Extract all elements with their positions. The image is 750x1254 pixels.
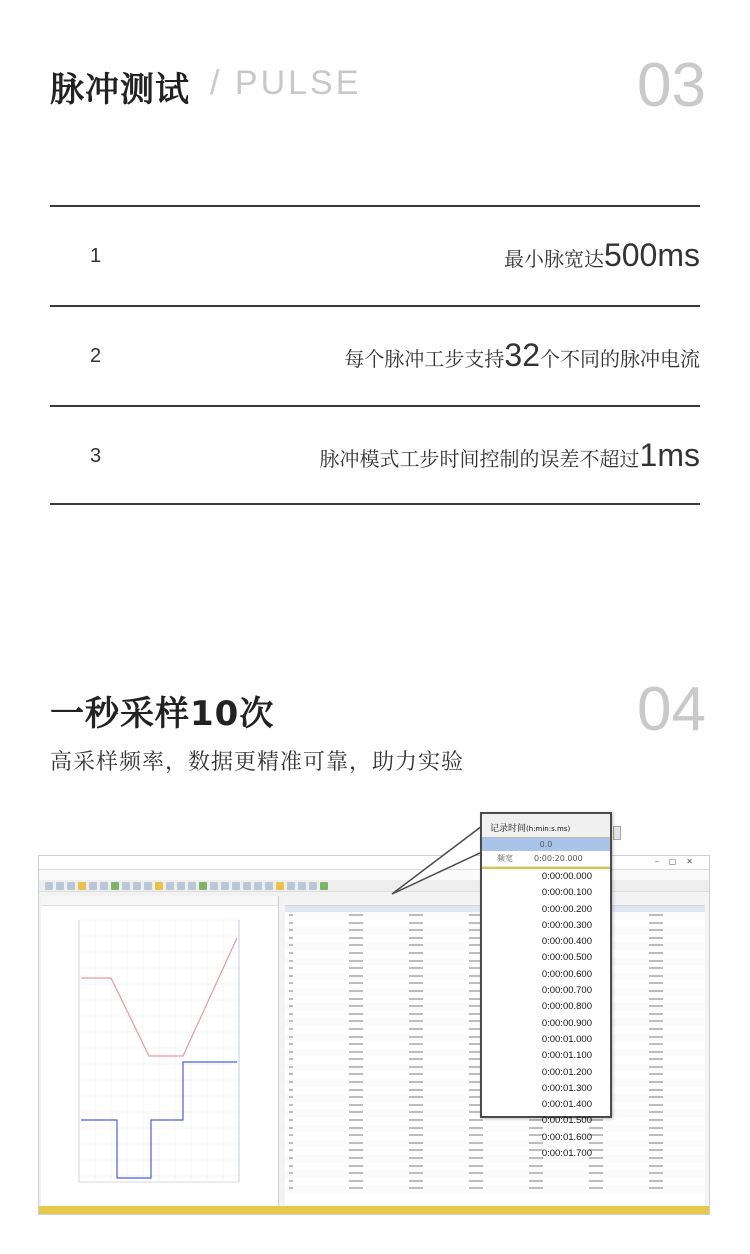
table-cell bbox=[645, 1109, 705, 1117]
table-cell bbox=[405, 1018, 465, 1026]
toolbar-button-icon[interactable] bbox=[199, 882, 207, 890]
table-cell bbox=[345, 1125, 405, 1133]
table-cell bbox=[645, 1117, 705, 1125]
table-row bbox=[285, 1185, 705, 1193]
zoom-tab-edge bbox=[613, 826, 621, 840]
table-cell bbox=[405, 1034, 465, 1042]
zoom-time-row: 0:00:00.900 bbox=[541, 1017, 592, 1029]
toolbar-button-icon[interactable] bbox=[221, 882, 229, 890]
table-cell bbox=[405, 1094, 465, 1102]
table-cell bbox=[285, 1102, 345, 1110]
table-cell bbox=[405, 1155, 465, 1163]
section-number-03: 03 bbox=[637, 51, 706, 120]
table-cell bbox=[285, 1064, 345, 1072]
table-cell bbox=[405, 1117, 465, 1125]
table-cell bbox=[345, 950, 405, 958]
table-cell bbox=[465, 1185, 525, 1193]
zoom-time-row: 0:00:01.400 bbox=[541, 1099, 592, 1111]
table-cell bbox=[405, 935, 465, 943]
table-cell bbox=[645, 1147, 705, 1155]
feature-text: 每个脉冲工步支持32个不同的脉冲电流 bbox=[344, 337, 700, 373]
zoom-time-row: 0:00:01.300 bbox=[541, 1082, 592, 1094]
table-cell bbox=[285, 980, 345, 988]
table-cell bbox=[405, 1041, 465, 1049]
table-cell bbox=[345, 912, 405, 920]
table-cell bbox=[345, 1170, 405, 1178]
table-cell bbox=[405, 1003, 465, 1011]
table-cell bbox=[645, 973, 705, 981]
table-cell bbox=[645, 1094, 705, 1102]
feature-text: 脉冲模式工步时间控制的误差不超过1ms bbox=[319, 437, 700, 473]
bandwidth-value: 0:00:20.000 bbox=[534, 854, 583, 863]
zoom-time-row: 0:00:01.500 bbox=[541, 1115, 592, 1127]
toolbar-button-icon[interactable] bbox=[188, 882, 196, 890]
table-cell bbox=[405, 1140, 465, 1148]
table-cell bbox=[645, 1064, 705, 1072]
table-cell bbox=[405, 1079, 465, 1087]
table-cell bbox=[345, 996, 405, 1004]
table-cell bbox=[585, 1163, 645, 1171]
feature-index: 2 bbox=[90, 345, 102, 367]
zoom-time-row: 0:00:00.100 bbox=[541, 887, 592, 899]
table-cell bbox=[345, 1109, 405, 1117]
table-cell bbox=[285, 1049, 345, 1057]
table-cell bbox=[285, 927, 345, 935]
table-cell bbox=[645, 1132, 705, 1140]
table-cell bbox=[345, 1132, 405, 1140]
table-cell bbox=[645, 996, 705, 1004]
table-cell bbox=[345, 1056, 405, 1064]
table-cell bbox=[345, 1178, 405, 1186]
table-cell bbox=[345, 1094, 405, 1102]
table-cell bbox=[645, 1003, 705, 1011]
table-cell bbox=[285, 1132, 345, 1140]
section-number-04: 04 bbox=[637, 675, 706, 744]
table-cell bbox=[405, 1132, 465, 1140]
toolbar-button-icon[interactable] bbox=[177, 882, 185, 890]
table-cell bbox=[585, 1185, 645, 1193]
table-cell bbox=[345, 927, 405, 935]
table-cell bbox=[285, 1018, 345, 1026]
table-row bbox=[285, 1163, 705, 1171]
table-cell bbox=[405, 942, 465, 950]
table-cell bbox=[285, 935, 345, 943]
table-cell bbox=[405, 1064, 465, 1072]
table-cell bbox=[405, 1049, 465, 1057]
table-cell bbox=[285, 1087, 345, 1095]
table-cell bbox=[345, 1041, 405, 1049]
zoom-time-row: 0:00:00.400 bbox=[541, 936, 592, 948]
zoom-time-row: 0:00:00.800 bbox=[541, 1001, 592, 1013]
chart-tabs bbox=[41, 896, 278, 906]
table-row bbox=[285, 1170, 705, 1178]
table-cell bbox=[645, 1026, 705, 1034]
table-cell bbox=[585, 1170, 645, 1178]
table-cell bbox=[405, 958, 465, 966]
zoom-time-row: 0:00:01.000 bbox=[541, 1033, 592, 1045]
toolbar-button-icon[interactable] bbox=[133, 882, 141, 890]
feature-row bbox=[50, 305, 700, 405]
section-title-pulse: 脉冲测试 bbox=[50, 70, 190, 110]
table-cell bbox=[645, 1079, 705, 1087]
table-cell bbox=[405, 1178, 465, 1186]
toolbar-button-icon[interactable] bbox=[298, 882, 306, 890]
zoom-time-row: 0:00:00.000 bbox=[541, 871, 592, 882]
table-cell bbox=[405, 950, 465, 958]
table-cell bbox=[345, 1185, 405, 1193]
table-cell bbox=[285, 1117, 345, 1125]
table-cell bbox=[285, 1109, 345, 1117]
table-cell bbox=[405, 920, 465, 928]
zoom-filter-value: 0.0 bbox=[482, 838, 610, 851]
feature-row bbox=[50, 205, 700, 305]
zoom-time-row: 0:00:00.300 bbox=[541, 919, 592, 931]
table-cell bbox=[405, 1109, 465, 1117]
table-cell bbox=[285, 996, 345, 1004]
table-cell bbox=[405, 965, 465, 973]
zoom-bandwidth-control bbox=[482, 851, 610, 867]
table-cell bbox=[645, 1125, 705, 1133]
section-description: 高采样频率，数据更精准可靠，助力实验 bbox=[50, 750, 465, 775]
table-cell bbox=[285, 958, 345, 966]
table-cell bbox=[345, 1003, 405, 1011]
toolbar-button-icon[interactable] bbox=[45, 882, 53, 890]
table-cell bbox=[285, 1026, 345, 1034]
table-cell bbox=[585, 1178, 645, 1186]
table-cell bbox=[405, 1102, 465, 1110]
table-cell bbox=[345, 965, 405, 973]
feature-index: 1 bbox=[90, 245, 102, 267]
table-cell bbox=[405, 988, 465, 996]
table-cell bbox=[345, 1140, 405, 1148]
table-cell bbox=[285, 1071, 345, 1079]
table-cell bbox=[285, 1094, 345, 1102]
table-cell bbox=[285, 1034, 345, 1042]
table-cell bbox=[405, 996, 465, 1004]
zoom-time-row: 0:00:00.600 bbox=[541, 968, 592, 980]
section-title-sampling: 一秒采样10次 bbox=[50, 694, 275, 734]
toolbar-button-icon[interactable] bbox=[89, 882, 97, 890]
table-cell bbox=[285, 1147, 345, 1155]
table-cell bbox=[345, 988, 405, 996]
table-cell bbox=[285, 1125, 345, 1133]
table-cell bbox=[405, 912, 465, 920]
table-cell bbox=[405, 1170, 465, 1178]
table-cell bbox=[645, 980, 705, 988]
zoom-column-header: 记录时间(h:min:s.ms) bbox=[482, 814, 610, 838]
table-cell bbox=[345, 1064, 405, 1072]
table-cell bbox=[345, 1147, 405, 1155]
table-cell bbox=[645, 912, 705, 920]
table-cell bbox=[405, 973, 465, 981]
table-cell bbox=[405, 1185, 465, 1193]
table-cell bbox=[345, 1079, 405, 1087]
table-cell bbox=[645, 1056, 705, 1064]
table-cell bbox=[645, 1071, 705, 1079]
toolbar-button-icon[interactable] bbox=[210, 882, 218, 890]
feature-row bbox=[50, 405, 700, 505]
table-cell bbox=[285, 1163, 345, 1171]
table-cell bbox=[405, 1147, 465, 1155]
zoom-time-row: 0:00:01.700 bbox=[541, 1148, 592, 1160]
table-cell bbox=[345, 1026, 405, 1034]
toolbar-button-icon[interactable] bbox=[122, 882, 130, 890]
table-cell bbox=[405, 1026, 465, 1034]
table-cell bbox=[345, 1011, 405, 1019]
table-cell bbox=[405, 980, 465, 988]
table-cell bbox=[345, 920, 405, 928]
table-cell bbox=[345, 1071, 405, 1079]
toolbar-button-icon[interactable] bbox=[144, 882, 152, 890]
table-cell bbox=[345, 942, 405, 950]
table-cell bbox=[285, 1140, 345, 1148]
zoom-time-row: 0:00:00.200 bbox=[541, 903, 592, 915]
section-subtitle-pulse: / PULSE bbox=[210, 64, 362, 102]
table-cell bbox=[645, 965, 705, 973]
table-cell bbox=[645, 942, 705, 950]
table-cell bbox=[645, 1018, 705, 1026]
table-cell bbox=[405, 927, 465, 935]
table-cell bbox=[405, 1087, 465, 1095]
table-cell bbox=[285, 912, 345, 920]
table-row bbox=[285, 1178, 705, 1186]
table-cell bbox=[645, 1155, 705, 1163]
table-cell bbox=[345, 1018, 405, 1026]
table-cell bbox=[525, 1163, 585, 1171]
table-cell bbox=[285, 1011, 345, 1019]
table-cell bbox=[645, 958, 705, 966]
zoom-time-list bbox=[482, 869, 610, 1162]
table-cell bbox=[645, 950, 705, 958]
toolbar-button-icon[interactable] bbox=[287, 882, 295, 890]
curve-chart bbox=[41, 906, 277, 1204]
table-cell bbox=[645, 927, 705, 935]
table-cell bbox=[465, 1178, 525, 1186]
table-cell bbox=[285, 1041, 345, 1049]
table-cell bbox=[285, 942, 345, 950]
zoom-callout bbox=[480, 812, 612, 1160]
toolbar-button-icon[interactable] bbox=[166, 882, 174, 890]
table-cell bbox=[405, 1125, 465, 1133]
table-cell bbox=[285, 1079, 345, 1087]
table-cell bbox=[645, 1049, 705, 1057]
table-cell bbox=[645, 1011, 705, 1019]
toolbar-button-icon[interactable] bbox=[100, 882, 108, 890]
table-cell bbox=[405, 1163, 465, 1171]
zoom-time-row: 0:00:01.100 bbox=[541, 1050, 592, 1062]
feature-text: 最小脉宽达500ms bbox=[503, 237, 700, 273]
table-cell bbox=[645, 1185, 705, 1193]
table-cell bbox=[285, 1056, 345, 1064]
toolbar-button-icon[interactable] bbox=[56, 882, 64, 890]
table-cell bbox=[285, 1185, 345, 1193]
chart-grid bbox=[79, 920, 239, 1182]
toolbar-button-icon[interactable] bbox=[265, 882, 273, 890]
table-cell bbox=[525, 1170, 585, 1178]
table-cell bbox=[345, 958, 405, 966]
zoom-time-row: 0:00:00.700 bbox=[541, 985, 592, 997]
toolbar-button-icon[interactable] bbox=[155, 882, 163, 890]
table-cell bbox=[645, 1140, 705, 1148]
table-cell bbox=[645, 935, 705, 943]
toolbar-button-icon[interactable] bbox=[111, 882, 119, 890]
pulse-feature-table bbox=[50, 205, 700, 505]
feature-index: 3 bbox=[90, 445, 102, 467]
table-cell bbox=[645, 1163, 705, 1171]
status-bar bbox=[39, 1206, 709, 1214]
table-cell bbox=[345, 1087, 405, 1095]
toolbar-button-icon[interactable] bbox=[67, 882, 75, 890]
table-cell bbox=[405, 1056, 465, 1064]
bandwidth-label: 频宽 bbox=[497, 854, 513, 863]
zoom-time-row: 0:00:01.600 bbox=[541, 1131, 592, 1143]
table-cell bbox=[285, 1155, 345, 1163]
table-cell bbox=[345, 935, 405, 943]
table-cell bbox=[345, 973, 405, 981]
toolbar-button-icon[interactable] bbox=[254, 882, 262, 890]
table-cell bbox=[285, 1178, 345, 1186]
table-cell bbox=[645, 988, 705, 996]
table-cell bbox=[345, 1102, 405, 1110]
table-cell bbox=[345, 1049, 405, 1057]
table-cell bbox=[645, 1041, 705, 1049]
table-cell bbox=[405, 1011, 465, 1019]
toolbar-button-icon[interactable] bbox=[309, 882, 317, 890]
table-cell bbox=[345, 1163, 405, 1171]
table-cell bbox=[285, 973, 345, 981]
toolbar-button-icon[interactable] bbox=[232, 882, 240, 890]
table-cell bbox=[645, 1170, 705, 1178]
toolbar-button-icon[interactable] bbox=[276, 882, 284, 890]
toolbar-button-icon[interactable] bbox=[243, 882, 251, 890]
table-cell bbox=[525, 1178, 585, 1186]
toolbar-button-icon[interactable] bbox=[320, 882, 328, 890]
table-cell bbox=[405, 1071, 465, 1079]
window-controls-icon: –▢✕ bbox=[654, 857, 703, 866]
table-cell bbox=[285, 950, 345, 958]
table-cell bbox=[345, 980, 405, 988]
table-cell bbox=[465, 1170, 525, 1178]
table-cell bbox=[645, 920, 705, 928]
table-cell bbox=[525, 1185, 585, 1193]
table-cell bbox=[285, 988, 345, 996]
table-cell bbox=[465, 1163, 525, 1171]
zoom-time-row: 0:00:01.200 bbox=[541, 1066, 592, 1078]
table-cell bbox=[645, 1034, 705, 1042]
table-cell bbox=[645, 1087, 705, 1095]
table-cell bbox=[645, 1102, 705, 1110]
table-cell bbox=[645, 1178, 705, 1186]
table-cell bbox=[345, 1155, 405, 1163]
table-cell bbox=[285, 1170, 345, 1178]
table-cell bbox=[345, 1034, 405, 1042]
zoom-time-row: 0:00:00.500 bbox=[541, 952, 592, 964]
table-cell bbox=[285, 920, 345, 928]
curve-chart-pane bbox=[41, 896, 279, 1206]
table-cell bbox=[345, 1117, 405, 1125]
toolbar-button-icon[interactable] bbox=[78, 882, 86, 890]
table-cell bbox=[285, 1003, 345, 1011]
table-cell bbox=[285, 965, 345, 973]
